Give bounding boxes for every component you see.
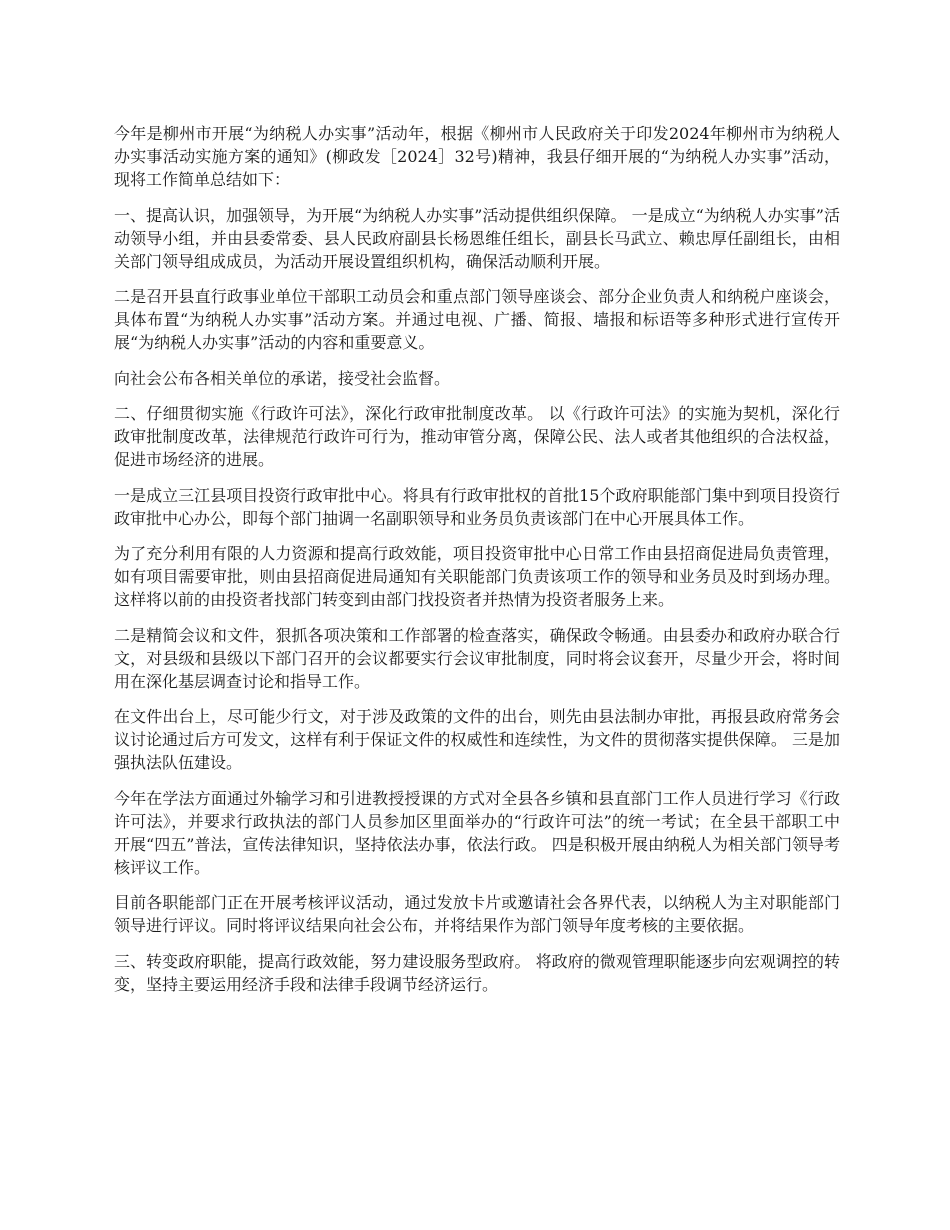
document-issuance-paragraph: 在文件出台上，尽可能少行文，对于涉及政策的文件的出台，则先由县法制办审批，再报县政府常务会议讨论通过后方可发文，这样有利于保证文件的权威性和连续性，为文件的贯彻落实提供保障。 三是加强执法队伍建设。 [114, 707, 840, 772]
law-study-paragraph: 今年在学法方面通过外输学习和引进教授授课的方式对全县各乡镇和县直部门工作人员进行学习《行政许可法》，并要求行政执法的部门人员参加区里面举办的“行政许可法”的统一考试；在全县干部职工中开展“四五”普法，宣传法律知识，坚持依法办事，依法行政。 四是积极开展由纳税人为相关部门领导考核评议工作。 [114, 788, 840, 877]
evaluation-paragraph: 目前各职能部门正在开展考核评议活动，通过发放卡片或邀请社会各界代表，以纳税人为主对职能部门领导进行评议。同时将评议结果向社会公布，并将结果作为部门领导年度考核的主要依据。 [114, 893, 840, 935]
document-body [114, 122, 840, 1008]
meetings-documents-paragraph: 二是精简会议和文件，狠抓各项决策和工作部署的检查落实，确保政令畅通。由县委办和政府办联合行文，对县级和县级以下部门召开的会议都要实行会议审批制度，同时将会议套开，尽量少开会，将时间用在深化基层调查讨论和指导工作。 [114, 625, 840, 691]
approval-center-paragraph: 一是成立三江县项目投资行政审批中心。将具有行政审批权的首批15个政府职能部门集中到项目投资行政审批中心办公，即每个部门抽调一名副职领导和业务员负责该部门在中心开展具体工作。 [114, 485, 840, 528]
section-1-detail-paragraph: 二是召开县直行政事业单位干部职工动员会和重点部门领导座谈会、部分企业负责人和纳税户座谈会，具体布置“为纳税人办实事”活动方案。并通过电视、广播、简报、墙报和标语等多种形式进行宣传开展“为纳税人办实事”活动的内容和重要意义。 [114, 287, 840, 352]
section-2-paragraph: 二、仔细贯彻实施《行政许可法》，深化行政审批制度改革。 以《行政许可法》的实施为契机，深化行政审批制度改革，法律规范行政许可行为，推动审管分离，保障公民、法人或者其他组织的合法权益，促进市场经济的进展。 [114, 404, 840, 469]
public-commitment-paragraph: 向社会公布各相关单位的承诺，接受社会监督。 [114, 368, 451, 388]
section-3-paragraph: 三、转变政府职能，提高行政效能，努力建设服务型政府。 将政府的微观管理职能逐步向宏观调控的转变，坚持主要运用经济手段和法律手段调节经济运行。 [114, 951, 840, 994]
intro-paragraph: 今年是柳州市开展“为纳税人办实事”活动年，根据《柳州市人民政府关于印发2024年柳州市为纳税人办实事活动实施方案的通知》(柳政发［2024］32号)精神，我县仔细开展的“为纳税人办实事”活动，现将工作简单总结如下： [114, 124, 840, 189]
approval-center-detail-paragraph: 为了充分利用有限的人力资源和提高行政效能，项目投资审批中心日常工作由县招商促进局负责管理，如有项目需要审批，则由县招商促进局通知有关职能部门负责该项工作的领导和业务员及时到场办理。这样将以前的由投资者找部门转变到由部门找投资者并热情为投资者服务上来。 [114, 544, 840, 609]
section-1-paragraph: 一、提高认识，加强领导，为开展“为纳税人办实事”活动提供组织保障。 一是成立“为纳税人办实事”活动领导小组，并由县委常委、县人民政府副县长杨恩维任组长，副县长马武立、赖忠厚任副组长，由相关部门领导组成成员，为活动开展设置组织机构，确保活动顺利开展。 [114, 205, 840, 271]
